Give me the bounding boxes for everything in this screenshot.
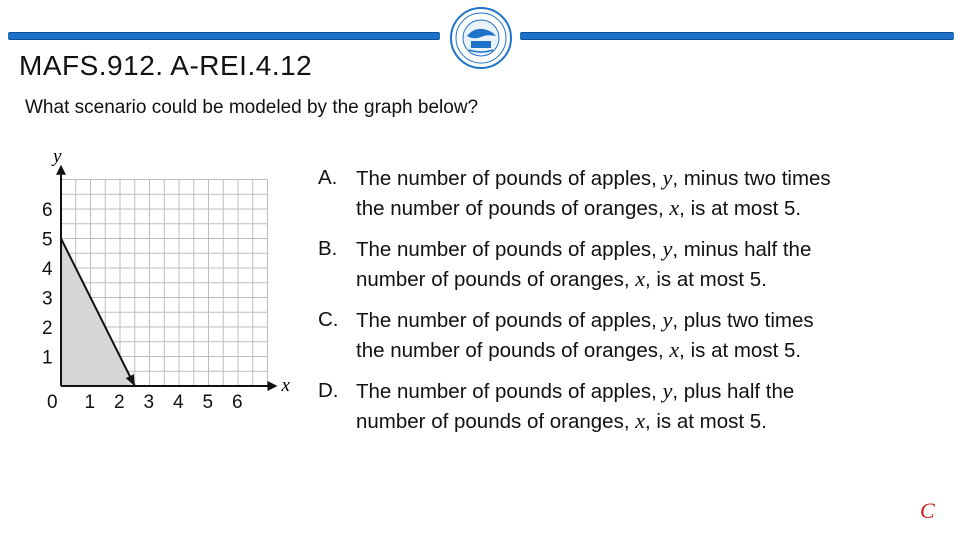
choice-a[interactable] bbox=[318, 163, 948, 223]
y-tick-label: 6 bbox=[42, 200, 53, 221]
choice-text: The number of pounds of apples, y, minus half the number of pounds of oranges, x, is at most 5. bbox=[356, 236, 812, 291]
x-tick-label: 4 bbox=[173, 392, 184, 410]
choice-letter: D. bbox=[318, 379, 339, 402]
x-tick-labels bbox=[47, 392, 243, 410]
x-tick-label: 6 bbox=[232, 392, 243, 410]
choice-d[interactable] bbox=[318, 376, 948, 436]
y-tick-label: 2 bbox=[42, 318, 53, 339]
choice-letter: C. bbox=[318, 308, 339, 331]
y-tick-label: 1 bbox=[42, 347, 53, 369]
school-district-seal-icon bbox=[447, 6, 515, 70]
header-rule-left bbox=[8, 32, 440, 40]
x-tick-label: 5 bbox=[202, 392, 214, 410]
inequality-graph bbox=[40, 150, 290, 410]
choice-letter: B. bbox=[318, 237, 338, 260]
header-rule-right bbox=[520, 32, 954, 40]
answer-key: C bbox=[920, 498, 935, 523]
x-tick-label: 2 bbox=[114, 392, 125, 410]
standard-code-title: MAFS.912. A-REI.4.12 bbox=[19, 50, 313, 81]
x-tick-label: 0 bbox=[47, 392, 58, 410]
choice-b[interactable] bbox=[318, 234, 948, 294]
y-axis-label: y bbox=[53, 150, 62, 167]
choice-text: The number of pounds of apples, y, minus two times the number of pounds of oranges, x, is at most 5. bbox=[356, 165, 831, 220]
x-tick-label: 3 bbox=[143, 392, 155, 410]
x-axis-arrowhead bbox=[268, 381, 278, 391]
choice-c[interactable] bbox=[318, 305, 948, 365]
y-tick-labels bbox=[42, 200, 53, 369]
y-tick-label: 4 bbox=[42, 259, 53, 280]
choice-letter: A. bbox=[318, 166, 338, 189]
answer-choices bbox=[318, 163, 948, 447]
x-axis-label: x bbox=[281, 375, 290, 396]
choice-text: The number of pounds of apples, y, plus two times the number of pounds of oranges, x, is at most 5. bbox=[356, 307, 814, 362]
y-tick-label: 5 bbox=[42, 229, 53, 251]
y-tick-label: 3 bbox=[42, 288, 53, 310]
choice-text: The number of pounds of apples, y, plus half the number of pounds of oranges, x, is at most 5. bbox=[356, 378, 795, 433]
question-prompt: What scenario could be modeled by the graph below? bbox=[25, 97, 479, 118]
x-tick-label: 1 bbox=[84, 392, 96, 410]
